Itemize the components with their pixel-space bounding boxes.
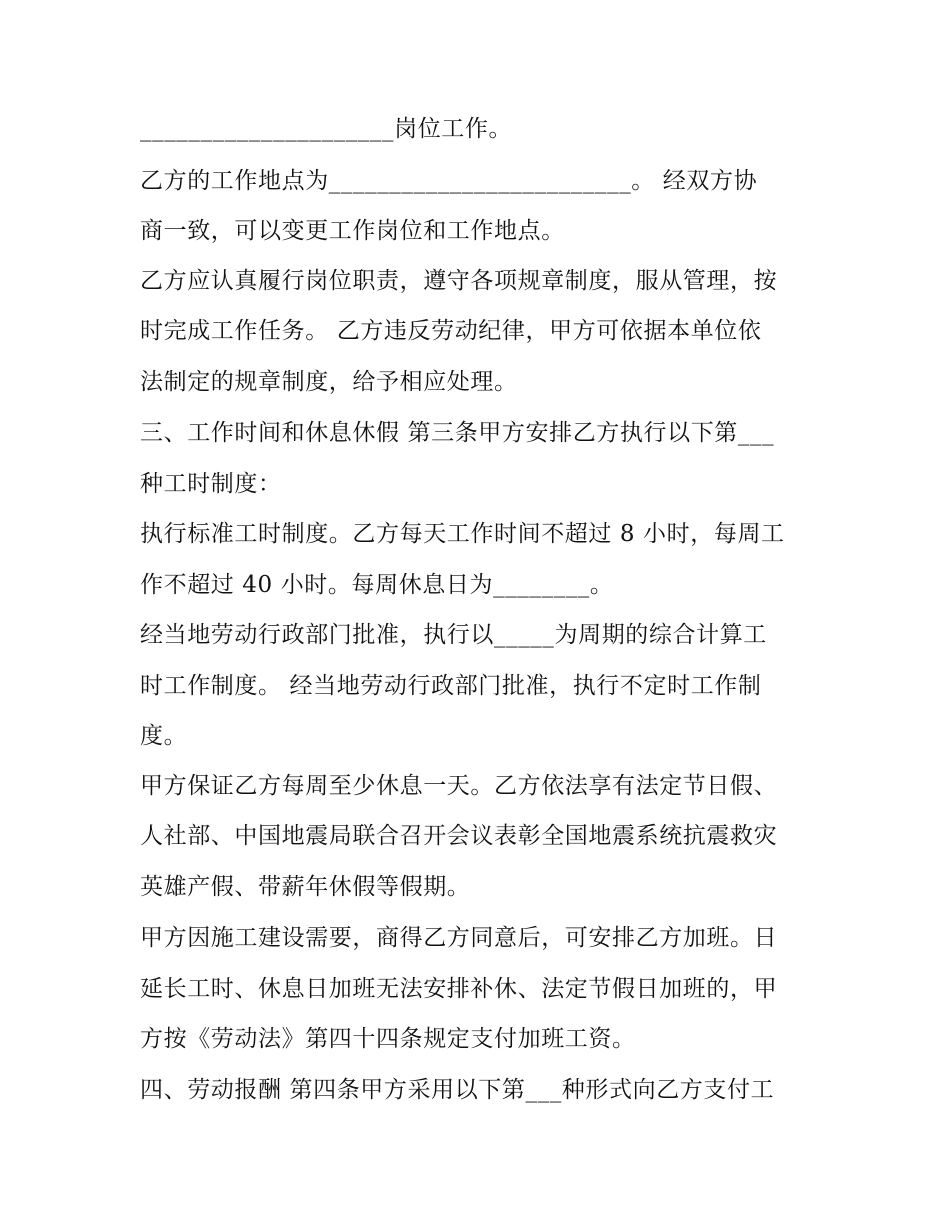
text-line: 乙方应认真履行岗位职责，遵守各项规章制度，服从管理，按	[140, 268, 778, 294]
text-line: 延长工时、休息日加班无法安排补休、法定节假日加班的，甲	[140, 976, 778, 1002]
text-line: 法制定的规章制度，给予相应处理。	[140, 369, 518, 395]
text-line: 方按《劳动法》第四十四条规定支付加班工资。	[140, 1026, 636, 1052]
text-line: 英雄产假、带薪年休假等假期。	[140, 874, 471, 900]
text-line: 经当地劳动行政部门批准，执行以_____为周期的综合计算工	[140, 622, 767, 648]
section-heading: 四、劳动报酬 第四条甲方采用以下第___种形式向乙方支付工	[140, 1077, 775, 1103]
text-line: _____________________岗位工作。	[140, 116, 513, 142]
text-line: 时完成工作任务。 乙方违反劳动纪律，甲方可依据本单位依	[140, 318, 762, 344]
text-line: 作不超过 40 小时。每周休息日为________。	[140, 572, 614, 598]
text-line: 时工作制度。 经当地劳动行政部门批准，执行不定时工作制	[140, 673, 762, 699]
text-line: 甲方因施工建设需要，商得乙方同意后，可安排乙方加班。日	[140, 925, 778, 951]
text-line: 度。	[140, 723, 188, 749]
text-line: 商一致，可以变更工作岗位和工作地点。	[140, 218, 565, 244]
section-heading: 三、工作时间和休息休假 第三条甲方安排乙方执行以下第___	[140, 420, 775, 446]
text-line: 执行标准工时制度。乙方每天工作时间不超过 8 小时，每周工	[140, 521, 785, 547]
text-line: 甲方保证乙方每周至少休息一天。乙方依法享有法定节日假、	[140, 773, 778, 799]
text-line: 乙方的工作地点为_________________________。 经双方协	[140, 168, 758, 194]
text-line: 人社部、中国地震局联合召开会议表彰全国地震系统抗震救灾	[140, 823, 778, 849]
text-line: 种工时制度：	[140, 471, 282, 497]
